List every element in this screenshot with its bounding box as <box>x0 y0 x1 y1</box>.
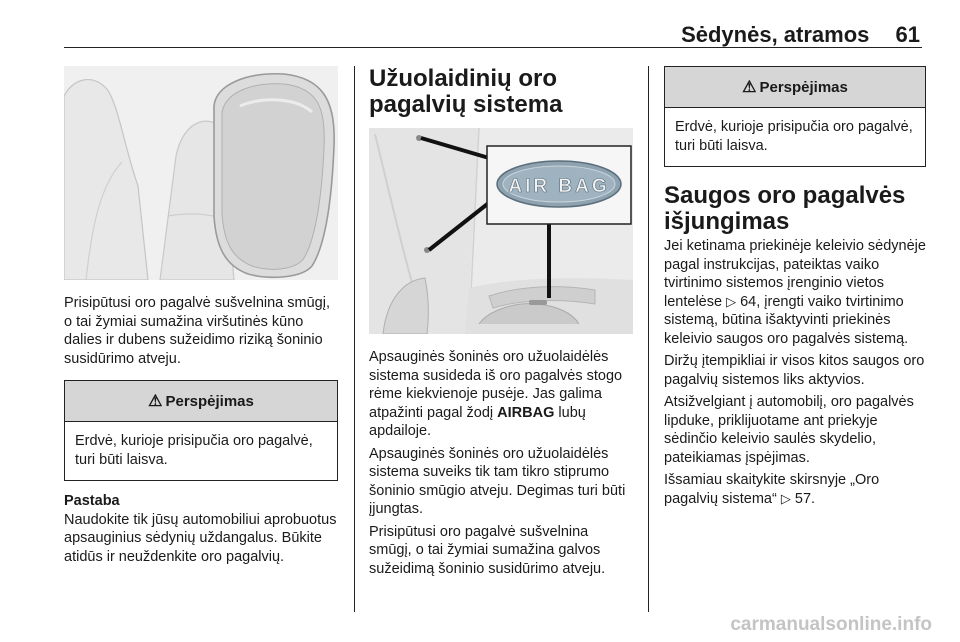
section-heading: Užuolaidinių oro pagalvių sistema <box>369 65 563 118</box>
warning-title: Perspėjimas <box>165 392 254 410</box>
curtain-airbag-illustration <box>369 128 633 334</box>
page-ref-link[interactable]: 57 <box>794 490 812 507</box>
page-title: Sėdynės, atramos <box>681 22 870 47</box>
column-left <box>64 66 338 570</box>
deactivation-paragraph-3: Atsižvelgiant į automobilį, oro pagalvės lipduke, priklijuotame ant priekyje sėdinčio keleivio saulės skydelio, pateikiamas įspėjimas. <box>664 394 914 466</box>
column-divider <box>648 66 649 612</box>
warning-box <box>64 380 338 481</box>
note-title: Pastaba <box>64 493 120 509</box>
curtain-paragraph-2: Apsauginės šoninės oro užuolaidėlės sistema suveiks tik tam tikro stiprumo šoninio smūgio atveju. Degimas turi būti įjungtas. <box>369 445 626 517</box>
warning-title: Perspėjimas <box>759 78 848 96</box>
deactivation-paragraph-2: Diržų įtempikliai ir visos kitos saugos oro pagalvių sistemos liks aktyvios. <box>664 353 925 388</box>
page-ref-arrow-icon: ▷ <box>780 490 791 506</box>
column-right <box>664 66 926 512</box>
page-number: 61 <box>895 22 920 47</box>
warning-header <box>65 381 337 422</box>
airbag-keyword: AIRBAG <box>497 404 555 421</box>
note-text: Naudokite tik jūsų automobiliui aprobuotus apsauginius sėdynių uždangalus. Būkite atidūs ir neuždenkite oro pagalvių. <box>64 511 337 565</box>
page-header <box>681 22 920 48</box>
column-middle <box>369 66 633 582</box>
curtain-paragraph-3: Prisipūtusi oro pagalvė sušvelnina smūgį, o tai žymiai sumažina galvos sužeidimą šoninio susidūrimo atveju. <box>369 523 606 577</box>
deactivation-paragraph-1: Jei ketinama priekinėje keleivio sėdynėje pagal instrukcijas, pateiktas vaiko tvirtinimo sistemos įrenginio vietos lentelėse ▷ 64, įrengti vaiko tvirtinimo sistemą, būtina išaktyvinti priekinės keleivio saugos oro pagalvės sistemą. <box>664 238 926 347</box>
warning-triangle-icon: ⚠ <box>742 79 757 96</box>
airbag-label-text: AIR BAG <box>508 176 610 197</box>
column-divider <box>354 66 355 612</box>
page-ref-arrow-icon: ▷ <box>726 293 737 309</box>
section-heading: Saugos oro pagalvės išjungimas <box>664 182 906 235</box>
warning-header <box>665 67 925 108</box>
warning-triangle-icon: ⚠ <box>148 393 163 410</box>
deactivation-paragraph-4: Išsamiau skaitykite skirsnyje „Oro pagalvių sistema“ ▷ 57. <box>664 472 880 507</box>
page-ref-link[interactable]: 64 <box>740 293 757 310</box>
header-rule <box>64 47 922 48</box>
seat-airbag-illustration <box>64 66 338 280</box>
warning-text: Erdvė, kurioje prisipučia oro pagalvė, turi būti laisva. <box>75 433 313 468</box>
watermark: carmanualsonline.info <box>730 614 932 635</box>
warning-text: Erdvė, kurioje prisipučia oro pagalvė, turi būti laisva. <box>675 119 913 154</box>
curtain-paragraph-1: Apsauginės šoninės oro užuolaidėlės sistema susideda iš oro pagalvės stogo rėme kiekvienoje pusėje. Jas galima atpažinti pagal žodį AIRBAG lubų apdailoje. <box>369 349 623 439</box>
note-block <box>64 492 338 566</box>
airbag-caption: Prisipūtusi oro pagalvė sušvelnina smūgį, o tai žymiai sumažina viršutinės kūno dalies ir dubens sužeidimo riziką šoninio susidūrimo atveju. <box>64 295 330 367</box>
warning-box <box>664 66 926 167</box>
